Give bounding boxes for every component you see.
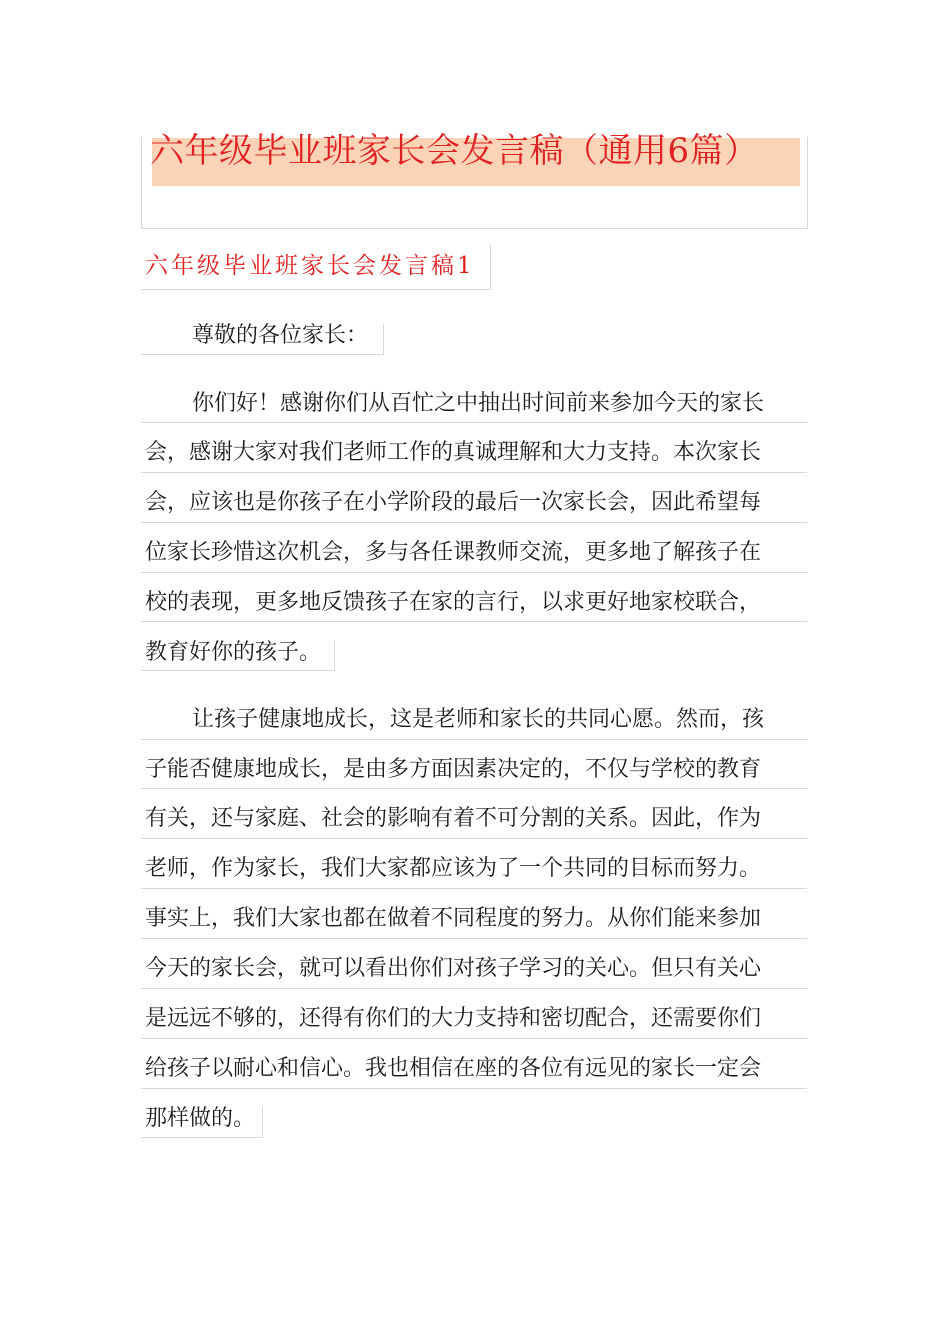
paragraph-line: 是远远不够的，还得有你们的大力支持和密切配合，还需要你们 xyxy=(145,1006,762,1031)
line-rule xyxy=(141,522,807,523)
line-rule xyxy=(383,324,384,355)
line-rule xyxy=(141,888,807,889)
line-rule xyxy=(141,1088,807,1089)
paragraph-line: 让孩子健康地成长，这是老师和家长的共同心愿。然而，孩 xyxy=(192,707,765,732)
line-rule xyxy=(262,1107,263,1138)
paragraph-line: 给孩子以耐心和信心。我也相信在座的各位有远见的家长一定会 xyxy=(145,1056,762,1081)
line-rule xyxy=(141,988,807,989)
line-rule xyxy=(141,739,807,740)
line-rule xyxy=(141,422,807,423)
line-rule xyxy=(141,354,384,355)
paragraph-line: 会，应该也是你孩子在小学阶段的最后一次家长会，因此希望每 xyxy=(145,490,762,515)
line-rule xyxy=(141,938,807,939)
paragraph-line: 今天的家长会，就可以看出你们对孩子学习的关心。但只有关心 xyxy=(145,956,762,981)
paragraph-line: 那样做的。 xyxy=(145,1106,256,1131)
greeting: 尊敬的各位家长： xyxy=(192,323,369,348)
paragraph-line: 老师，作为家长，我们大家都应该为了一个共同的目标而努力。 xyxy=(145,856,762,881)
line-rule xyxy=(141,1137,263,1138)
line-rule xyxy=(141,670,335,671)
paragraph-line: 位家长珍惜这次机会，多与各任课教师交流，更多地了解孩子在 xyxy=(145,540,762,565)
line-rule xyxy=(141,621,807,622)
paragraph-line: 有关，还与家庭、社会的影响有着不可分割的关系。因此，作为 xyxy=(145,806,762,831)
document-title: 六年级毕业班家长会发言稿（通用6篇） xyxy=(150,131,759,171)
paragraph-line: 会，感谢大家对我们老师工作的真诚理解和大力支持。本次家长 xyxy=(145,440,762,465)
line-rule xyxy=(141,1038,807,1039)
line-rule xyxy=(141,572,807,573)
paragraph-line: 事实上，我们大家也都在做着不同程度的努力。从你们能来参加 xyxy=(145,906,762,931)
paragraph-line: 校的表现，更多地反馈孩子在家的言行，以求更好地家校联合， xyxy=(145,590,762,615)
paragraph-line: 教育好你的孩子。 xyxy=(145,640,322,665)
line-rule xyxy=(141,838,807,839)
paragraph-line: 子能否健康地成长，是由多方面因素决定的，不仅与学校的教育 xyxy=(145,757,762,782)
section-title: 六年级毕业班家长会发言稿1 xyxy=(145,253,475,279)
line-rule xyxy=(141,472,807,473)
line-rule xyxy=(141,788,807,789)
line-rule xyxy=(334,640,335,671)
paragraph-line: 你们好！感谢你们从百忙之中抽出时间前来参加今天的家长 xyxy=(192,391,765,416)
